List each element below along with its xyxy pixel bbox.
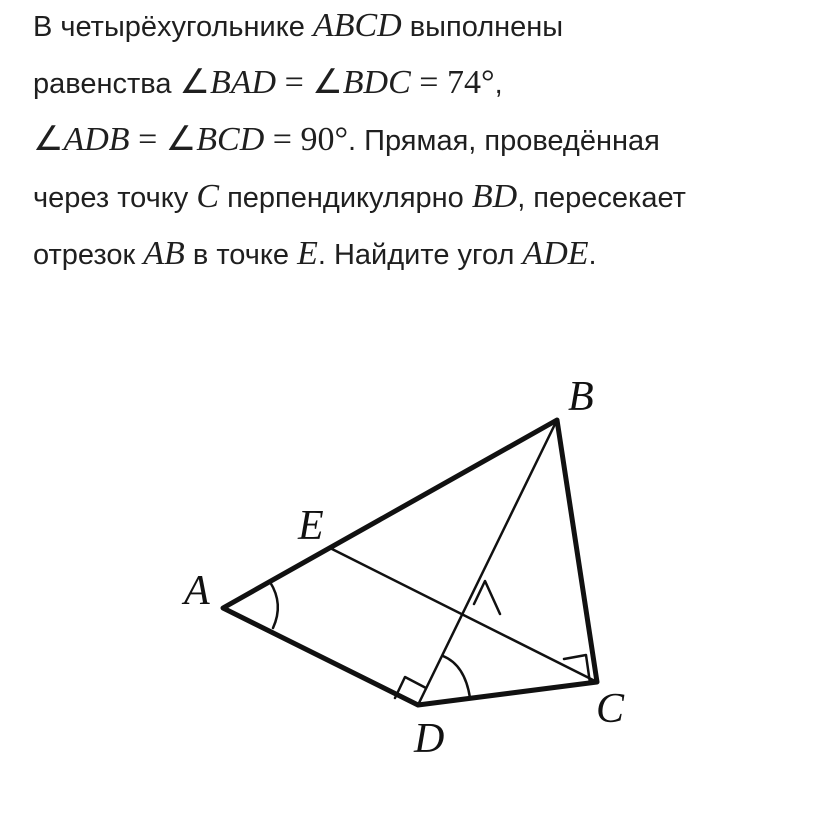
- right-angle-mark-ce-bd: [474, 581, 500, 614]
- problem-line-5: отрезок AB в точке E. Найдите угол ADE.: [33, 235, 597, 272]
- label-b: B: [568, 374, 594, 420]
- problem-line-3: ∠ADB = ∠BCD = 90°. Прямая, проведённая: [33, 121, 660, 158]
- diagonal-bd: [418, 420, 557, 705]
- quadrilateral-abcd: [223, 420, 597, 705]
- angle-arc-bad: [270, 582, 278, 628]
- right-angle-mark-bcd: [564, 655, 590, 683]
- problem-line-4: через точку C перпендикулярно BD, пересекает: [33, 178, 686, 215]
- problem-line-2: равенства ∠BAD = ∠BDC = 74°,: [33, 64, 503, 101]
- label-a: A: [184, 568, 210, 614]
- angle-arc-bdc: [443, 656, 470, 698]
- segment-ce: [330, 548, 597, 682]
- problem-line-1: В четырёхугольнике ABCD выполнены: [33, 7, 564, 44]
- label-c: C: [596, 686, 625, 732]
- label-e: E: [298, 503, 324, 549]
- label-d: D: [414, 716, 445, 762]
